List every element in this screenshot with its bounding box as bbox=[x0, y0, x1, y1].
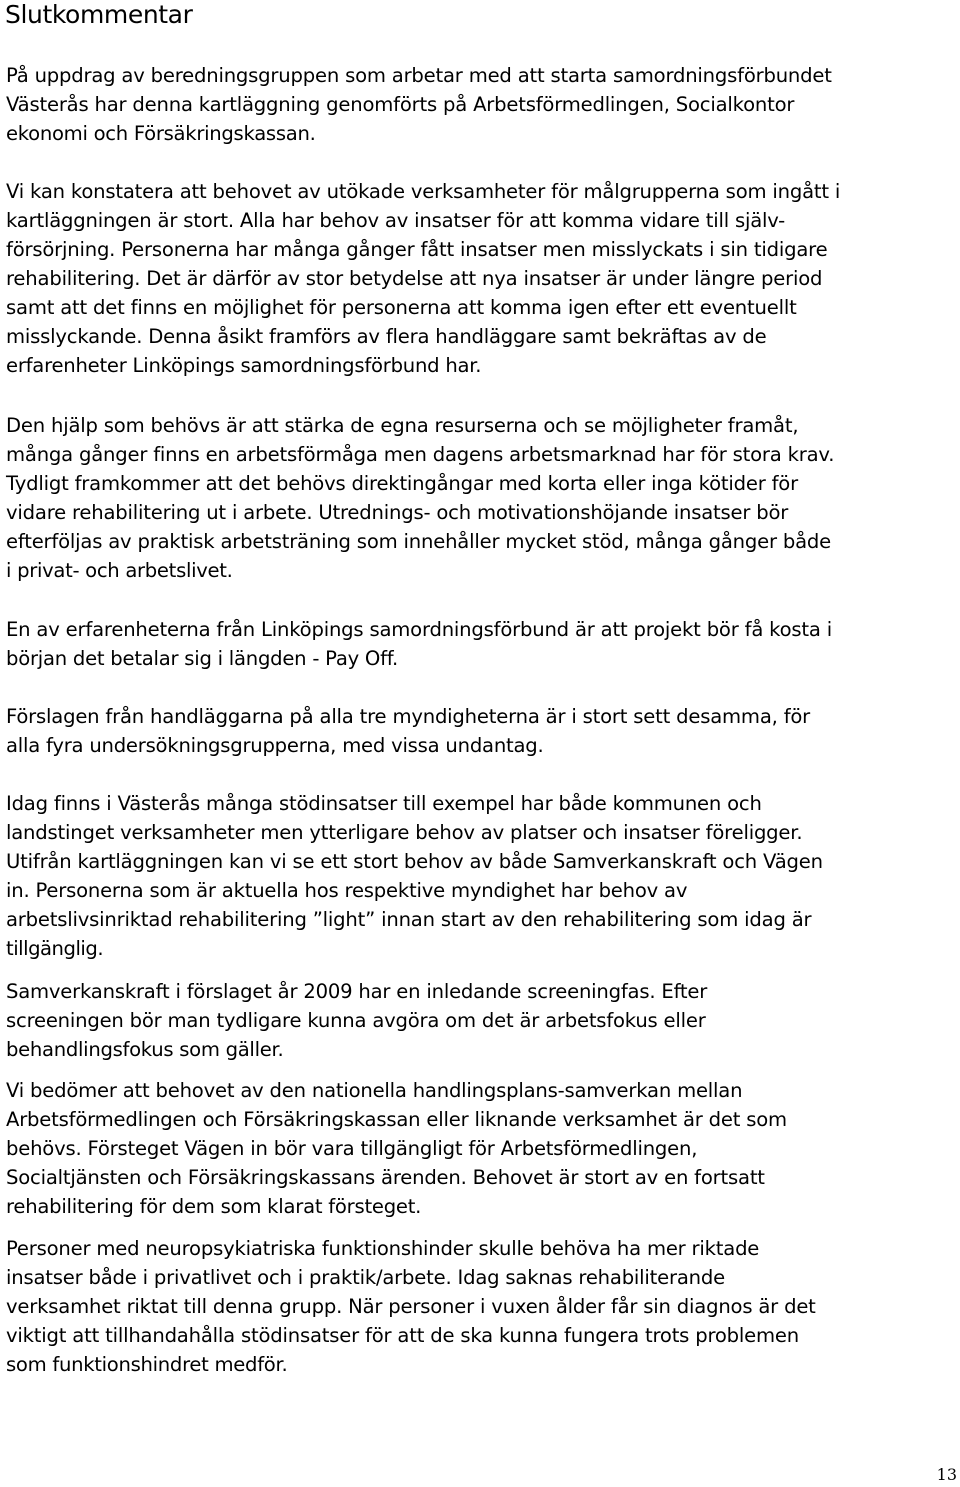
paragraph-4 bbox=[6, 615, 960, 673]
text-line: Vi kan konstatera att behovet av utökade verksamheter för målgrupperna som ingått i bbox=[6, 180, 841, 203]
text-line: En av erfarenheterna från Linköpings samordningsförbund är att projekt bör få kosta i bbox=[6, 618, 832, 641]
text-line: viktigt att tillhandahålla stödinsatser för att de ska kunna fungera trots problemen bbox=[6, 1324, 799, 1347]
text-line: Utifrån kartläggningen kan vi se ett stort behov av både Samverkanskraft och Vägen bbox=[6, 850, 823, 873]
text-line: Vi bedömer att behovet av den nationella handlingsplans-samverkan mellan bbox=[6, 1079, 743, 1102]
paragraph-1 bbox=[6, 61, 960, 148]
text-line: alla fyra undersökningsgrupperna, med vissa undantag. bbox=[6, 734, 544, 757]
text-line: försörjning. Personerna har många gånger fått insatser men misslyckats i sin tidigare bbox=[6, 238, 828, 261]
text-line: ekonomi och Försäkringskassan. bbox=[6, 122, 316, 145]
text-line: behandlingsfokus som gäller. bbox=[6, 1038, 284, 1061]
text-line: verksamhet riktat till denna grupp. När personer i vuxen ålder får sin diagnos är det bbox=[6, 1295, 816, 1318]
text-line: På uppdrag av beredningsgruppen som arbetar med att starta samordningsförbundet bbox=[6, 64, 832, 87]
text-line: Idag finns i Västerås många stödinsatser till exempel har både kommunen och bbox=[6, 792, 762, 815]
text-line: screeningen bör man tydligare kunna avgöra om det är arbetsfokus eller bbox=[6, 1009, 706, 1032]
text-line: början det betalar sig i längden - Pay Off. bbox=[6, 647, 398, 670]
text-line: Arbetsförmedlingen och Försäkringskassan eller liknande verksamhet är det som bbox=[6, 1108, 787, 1131]
paragraph-8 bbox=[6, 1076, 960, 1221]
paragraph-3 bbox=[6, 411, 960, 585]
text-line: Personer med neuropsykiatriska funktionshinder skulle behöva ha mer riktade bbox=[6, 1237, 760, 1260]
text-line: Samverkanskraft i förslaget år 2009 har en inledande screeningfas. Efter bbox=[6, 980, 708, 1003]
text-line: insatser både i privatlivet och i praktik/arbete. Idag saknas rehabiliterande bbox=[6, 1266, 725, 1289]
text-line: tillgänglig. bbox=[6, 937, 104, 960]
text-line: arbetslivsinriktad rehabilitering ”light” innan start av den rehabilitering som idag är bbox=[6, 908, 812, 931]
text-line: erfarenheter Linköpings samordningsförbund har. bbox=[6, 354, 482, 377]
text-line: behövs. Försteget Vägen in bör vara tillgängligt för Arbetsförmedlingen, bbox=[6, 1137, 698, 1160]
paragraph-5 bbox=[6, 702, 960, 760]
section-heading: Slutkommentar bbox=[5, 0, 193, 29]
text-line: rehabilitering. Det är därför av stor betydelse att nya insatser är under längre period bbox=[6, 267, 823, 290]
text-line: Västerås har denna kartläggning genomförts på Arbetsförmedlingen, Socialkontor bbox=[6, 93, 795, 116]
paragraph-9 bbox=[6, 1234, 960, 1379]
text-line: in. Personerna som är aktuella hos respektive myndighet har behov av bbox=[6, 879, 688, 902]
text-line: rehabilitering för dem som klarat försteget. bbox=[6, 1195, 422, 1218]
text-line: som funktionshindret medför. bbox=[6, 1353, 288, 1376]
text-line: Den hjälp som behövs är att stärka de egna resurserna och se möjligheter framåt, bbox=[6, 414, 799, 437]
text-line: misslyckande. Denna åsikt framförs av flera handläggare samt bekräftas av de bbox=[6, 325, 767, 348]
text-line: Socialtjänsten och Försäkringskassans ärenden. Behovet är stort av en fortsatt bbox=[6, 1166, 765, 1189]
paragraph-7 bbox=[6, 977, 960, 1064]
text-line: vidare rehabilitering ut i arbete. Utrednings- och motivationshöjande insatser bör bbox=[6, 501, 789, 524]
text-line: i privat- och arbetslivet. bbox=[6, 559, 233, 582]
text-line: Förslagen från handläggarna på alla tre myndigheterna är i stort sett desamma, för bbox=[6, 705, 811, 728]
text-line: samt att det finns en möjlighet för personerna att komma igen efter ett eventuellt bbox=[6, 296, 797, 319]
text-line: efterföljas av praktisk arbetsträning som innehåller mycket stöd, många gånger både bbox=[6, 530, 831, 553]
paragraph-2 bbox=[6, 177, 960, 380]
text-line: kartläggningen är stort. Alla har behov av insatser för att komma vidare till själv- bbox=[6, 209, 786, 232]
text-line: Tydligt framkommer att det behövs direktingångar med korta eller inga kötider för bbox=[6, 472, 798, 495]
text-line: landstinget verksamheter men ytterligare behov av platser och insatser föreligger. bbox=[6, 821, 803, 844]
text-line: många gånger finns en arbetsförmåga men dagens arbetsmarknad har för stora krav. bbox=[6, 443, 835, 466]
page-number: 13 bbox=[936, 1465, 957, 1484]
paragraph-6 bbox=[6, 789, 960, 963]
